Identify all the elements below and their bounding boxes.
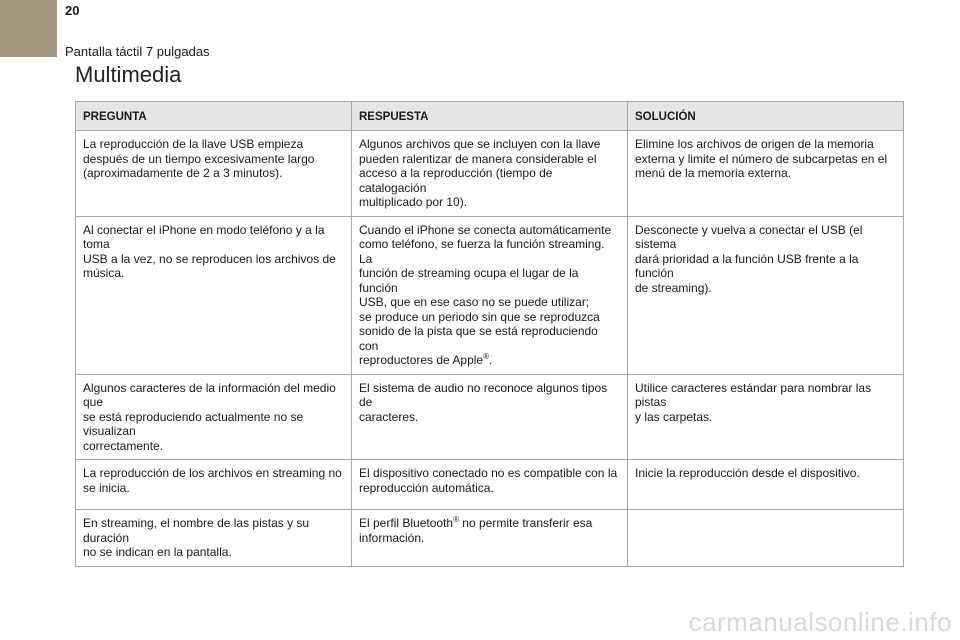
cell-respuesta-end: no permite transferir esa información. [359,516,593,545]
table-row [76,131,904,217]
page-number: 20 [65,3,80,18]
table-row [76,374,904,460]
cell-solucion: Inicie la reproducción desde el dispositivo. [628,460,904,510]
cell-respuesta [352,510,628,567]
cell-pregunta: La reproducción de la llave USB empieza después de un tiempo excesivamente largo (aproximadamente de 2 a 3 minutos). [76,131,352,217]
table-header-row [76,102,904,131]
cell-solucion [628,510,904,567]
cell-respuesta: El dispositivo conectado no es compatible con la reproducción automática. [352,460,628,510]
chapter-title: Pantalla táctil 7 pulgadas [65,44,210,59]
column-header-pregunta: PREGUNTA [76,102,352,131]
cell-respuesta-text: El perfil Bluetooth [359,516,454,530]
table-row [76,460,904,510]
page-tab-marker [0,0,57,57]
cell-pregunta: Al conectar el iPhone en modo teléfono y a la toma USB a la vez, no se reproducen los archivos de música. [76,216,352,374]
registered-mark: ® [483,352,489,361]
registered-mark: ® [453,515,459,524]
cell-pregunta: Algunos caracteres de la información del medio que se está reproduciendo actualmente no se visualizan correctamente. [76,374,352,460]
cell-solucion: Elimine los archivos de origen de la memoria externa y limite el número de subcarpetas en el menú de la memoria externa. [628,131,904,217]
table-row [76,510,904,567]
column-header-solucion: SOLUCIÓN [628,102,904,131]
table-row [76,216,904,374]
cell-respuesta [352,216,628,374]
watermark: carmanualsonline.info [688,607,952,637]
cell-solucion: Utilice caracteres estándar para nombrar las pistas y las carpetas. [628,374,904,460]
cell-respuesta-end: . [489,353,493,367]
cell-respuesta-text: Cuando el iPhone se conecta automáticamente como teléfono, se fuerza la función streaming. La función de streaming ocupa el lugar de la función USB, que en ese caso no se puede utilizar; se produce un periodo sin que se reproduzca sonido de la pista que se está reproduciendo con reproductores de Apple [359,222,612,367]
cell-pregunta: En streaming, el nombre de las pistas y su duración no se indican en la pantalla. [76,510,352,567]
cell-respuesta: Algunos archivos que se incluyen con la llave pueden ralentizar de manera considerable el acceso a la reproducción (tiempo de catalogación multiplicado por 10). [352,131,628,217]
column-header-respuesta: RESPUESTA [352,102,628,131]
cell-solucion: Desconecte y vuelva a conectar el USB (el sistema dará prioridad a la función USB frente a la función de streaming). [628,216,904,374]
faq-table [75,101,904,567]
section-title: Multimedia [75,62,182,87]
cell-respuesta: El sistema de audio no reconoce algunos tipos de caracteres. [352,374,628,460]
cell-pregunta: La reproducción de los archivos en streaming no se inicia. [76,460,352,510]
